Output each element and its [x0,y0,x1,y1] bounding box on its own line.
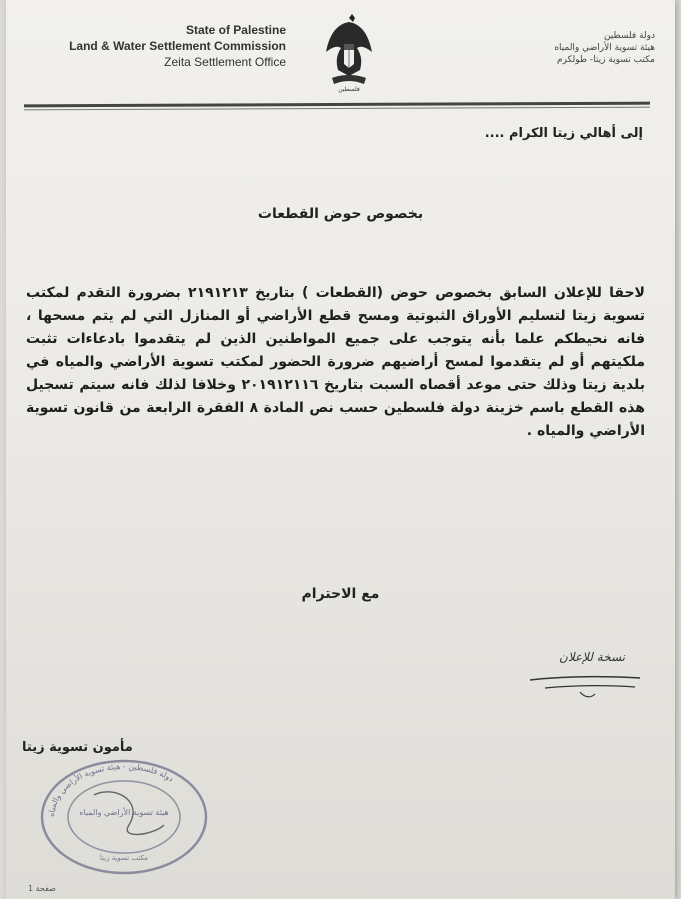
letterhead-office: Zeita Settlement Office [164,55,286,69]
letterhead-arabic-state: دولة فلسطين [603,31,655,41]
signer-title: مأمون تسوية زيتا [22,740,133,755]
letterhead-state: State of Palestine [185,23,286,37]
handwritten-strokes [525,672,645,702]
stamp-center-text: هيئة تسوية الأراضي والمياه [79,808,169,817]
stamp-ring-text: دولة فلسطين - هيئة تسوية الأراضي والمياه [46,761,176,818]
letterhead-arabic-office: مكتب تسوية زيتا- طولكرم [556,55,655,65]
stamp-bottom-text: مكتب تسوية زيتا [99,854,149,862]
letterhead-english [6,22,286,70]
letterhead-arabic [465,30,655,66]
copy-note: نسخة للإعلان [559,650,625,664]
emblem-caption: فلسطين [338,86,360,93]
announcement-body: لاحقا للإعلان السابق بخصوص حوض (القطعات ) بتاريخ ٢١٩١٢١٣ بضرورة التقدم لمكتب تسوية زيتا لتسليم الأوراق الثبوتية ومسح قطع الأراضي أو المنازل التي لم يتم مسحها ، فانه نحيطكم علما بأنه يتوجب على جميع المواطنين الذين لم يتقدموا بادعاءات تثبت ملكيتهم أو لم يتقدموا لمسح أراضيهم ضرورة الحضور لمكتب تسوية الأراضي والمياه في بلدية زيتا وذلك حتى موعد أقصاه السبت بتاريخ ٢٠١٩١٢١١٦ وخلافا لذلك فانه سيتم تسجيل هذه القطع باسم خزينة دولة فلسطين حسب نص المادة ٨ الفقرة الرابعة من قانون تسوية الأراضي والمياه . [26,285,645,439]
official-stamp [34,755,214,880]
letterhead-commission: Land & Water Settlement Commission [69,39,286,53]
subject-line: بخصوص حوض القطعات [257,206,424,222]
closing-regards: مع الاحترام [301,586,380,602]
letterhead-arabic-commission: هيئة تسوية الأراضي والمياه [554,43,655,53]
salutation: إلى أهالي زيتا الكرام .... [484,126,643,141]
header-divider-thin [24,107,650,111]
page-footer: 1 صفحة [28,884,56,893]
document-page [6,0,675,899]
eagle-emblem-icon [324,12,374,94]
